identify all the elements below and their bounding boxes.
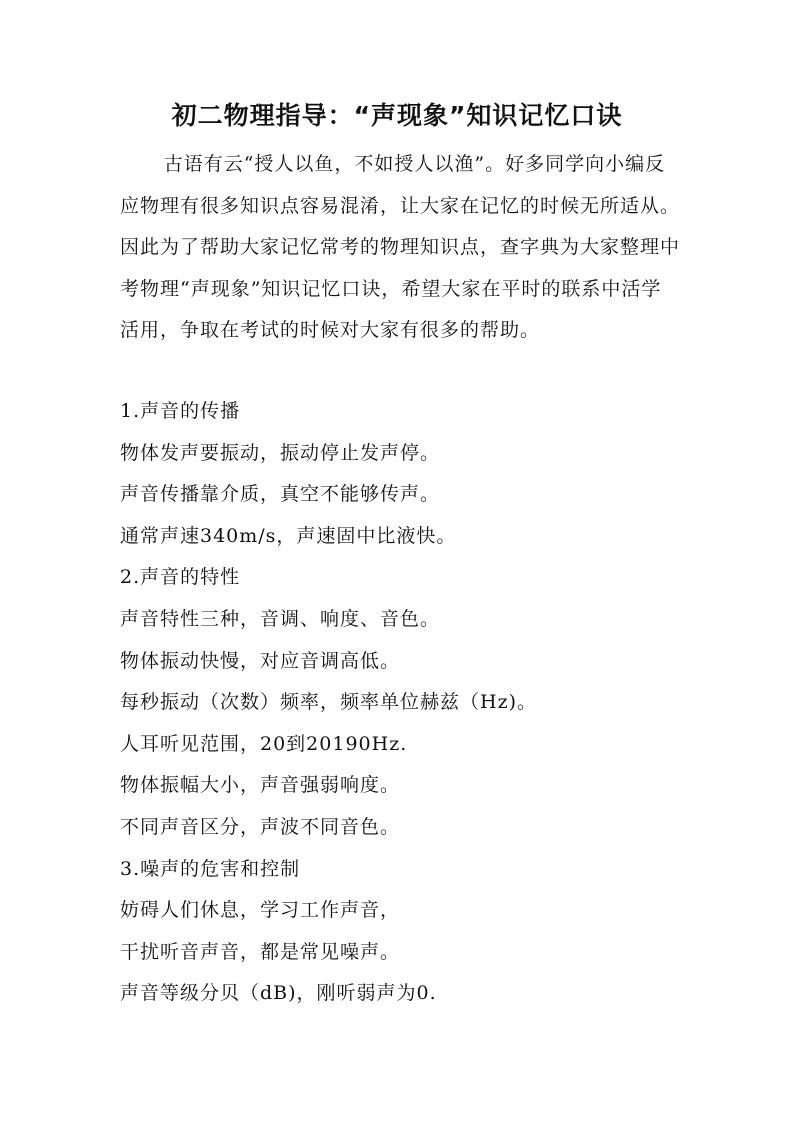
text-line: 干扰听音声音，都是常见噪声。 [120, 940, 401, 963]
text-line: 妨碍人们休息，学习工作声音， [120, 899, 401, 922]
text-line: 不同声音区分，声波不同音色。 [120, 815, 401, 838]
section-heading-sound-propagation: 1.声音的传播 [120, 400, 241, 422]
text-line: 物体振幅大小，声音强弱响度。 [120, 774, 401, 797]
text-line: 声音特性三种，音调、响度、音色。 [120, 607, 441, 630]
text-line: 通常声速340m/s，声速固中比液快。 [120, 524, 457, 547]
text-line: 每秒振动（次数）频率，频率单位赫兹（Hz)。 [120, 691, 537, 714]
section-heading-noise-control: 3.噪声的危害和控制 [120, 857, 301, 880]
text-line: 人耳听见范围，20到20190Hz. [120, 732, 408, 755]
text-line: 物体振动快慢，对应音调高低。 [120, 649, 401, 672]
intro-paragraph: 古语有云“授人以鱼，不如授人以渔”。好多同学向小编反应物理有很多知识点容易混淆，让大家在记忆的时候无所适从。因此为了帮助大家记忆常考的物理知识点，查字典为大家整理中考物理“声现象”知识记忆口诀，希望大家在平时的联系中活学活用，争取在考试的时候对大家有很多的帮助。 [120, 153, 681, 341]
text-line: 声音传播靠介质，真空不能够传声。 [120, 483, 441, 506]
text-line: 声音等级分贝（dB)，刚听弱声为0. [120, 982, 437, 1005]
text-line: 物体发声要振动，振动停止发声停。 [120, 441, 441, 464]
section-heading-sound-characteristics: 2.声音的特性 [120, 566, 241, 589]
page-title: 初二物理指导：“声现象”知识记忆口诀 [171, 101, 623, 130]
mnemonic-lines [120, 391, 680, 1015]
